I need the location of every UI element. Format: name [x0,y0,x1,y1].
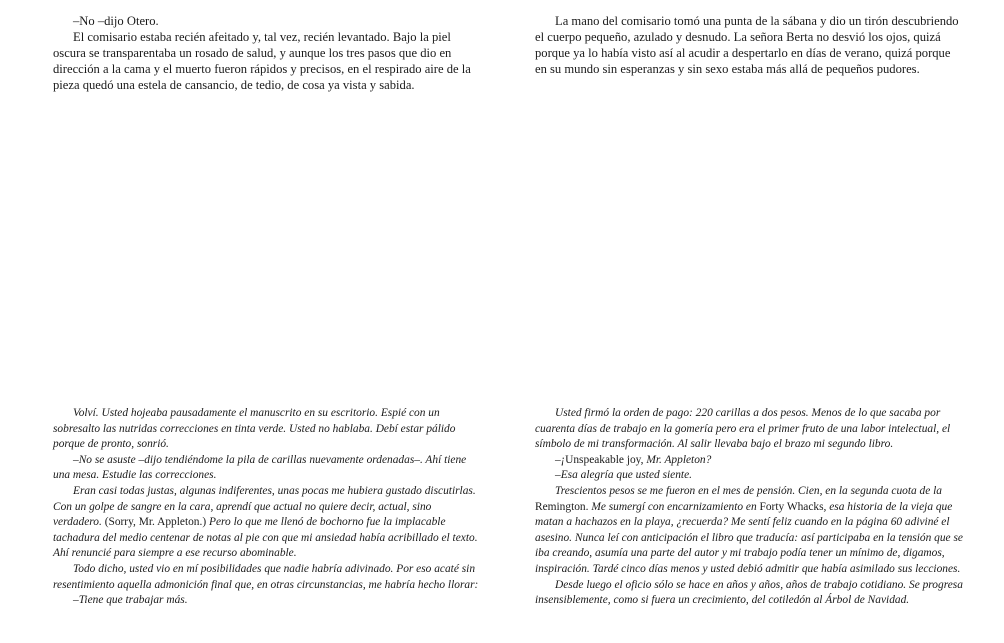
bottom-right-text-block [535,406,967,609]
paragraph: Todo dicho, usted vio en mí posibilidades que nadie habría adivinado. Por eso acaté sin resentimiento aquella admonición final que, en otras circunstancias, me habría hecho llorar: [53,562,479,591]
paragraph [53,484,483,562]
paragraph: Desde luego el oficio sólo se hace en años y años, años de trabajo cotidiano. Se progresa insensiblemente, como si fuera un crecimiento, del cotiledón al Árbol de Navidad. [535,578,963,607]
paragraph: La mano del comisario tomó una punta de la sábana y dio un tirón descubriendo el cuerpo pequeño, azulado y desnudo. La señora Berta no desvió los ojos, quizá porque ya lo había visto así al acudir a despertarlo en días de verano, quizá porque en su mundo sin esperanzas y sin sexo estaba más allá de pequeños pudores. [535,14,959,76]
paragraph: Volví. Usted hojeaba pausadamente el manuscrito en su escritorio. Espié con un sobresalto las nutridas correcciones en tinta verde. Usted no hablaba. Debí estar pálido porque de pronto, sonrió. [53,407,456,451]
parenthetical-aside: (Sorry, Mr. Appleton.) [104,516,207,529]
paragraph-part: Me sumergí con encarnizamiento en [588,500,760,513]
paragraph [535,484,967,578]
paragraph: –Esa alegría que usted siente. [555,469,692,482]
english-phrase: Unspeakable joy, [565,453,644,466]
paragraph: –No –dijo Otero. [73,14,159,28]
paragraph-part: Eran casi todas justas, algunas indiferentes, unas pocas me hubiera gustado discutirlas. Con un golpe de sangre en la cara, aprendí que actual no quiere decir, actual, sino verdadero. [53,484,476,529]
paragraph [535,453,967,469]
dialogue-tail: Mr. Appleton? [643,453,712,466]
brand-name: Remington. [535,500,589,513]
paragraph: El comisario estaba recién afeitado y, tal vez, recién levantado. Bajo la piel oscura se transparentaba un rosado de salud, y aunque los tres pasos que dio en dirección a la cama y el muerto fueron rápidos y precisos, en el respirado aire de la pieza quedó una estela de cansancio, de tedio, de cosa ya vista y sabida. [53,30,471,92]
top-left-text-block [53,13,483,93]
paragraph: –No se asuste –dijo tendiéndome la pila de carillas nuevamente ordenadas–. Ahí tiene una mesa. Estudie las correcciones. [53,453,467,482]
paragraph: Usted firmó la orden de pago: 220 carillas a dos pesos. Menos de lo que sacaba por cuarenta días de trabajo en la gomería pero era el primer fruto de una labor intelectual, el símbolo de mi transformación. Al salir llevaba bajo el brazo mi segundo libro. [535,407,951,451]
paragraph-part: , esa historia de la vieja que matan a hachazos en la playa, ¿recuerda? Me sentí feliz cuando en la página 60 adiviné el asesino. Nunca leí con anticipación el libro que traducía: así participaba en la tensión que se iba creando, asumía una parte del autor y mi trabajo podía tener un mínimo de, digamos, inspiración. Tardé cinco días menos y usted debió admitir que había asimilado sus lecciones. [535,500,963,575]
top-right-text-block [535,13,965,77]
paragraph-part: Pero lo que me llenó de bochorno fue la implacable tachadura del medio centenar de notas al pie con que mi ansiedad había acribillado el texto. Ahí renuncié para siempre a ese recurso abominable. [53,516,478,560]
paragraph: –Tiene que trabajar más. [73,594,188,607]
dialogue-dash: –¡ [555,453,566,466]
bottom-left-text-block [53,406,483,609]
book-title: Forty Whacks [759,500,824,513]
paragraph-part: Trescientos pesos se me fueron en el mes de pensión. Cien, en la segunda cuota de la [555,484,943,497]
